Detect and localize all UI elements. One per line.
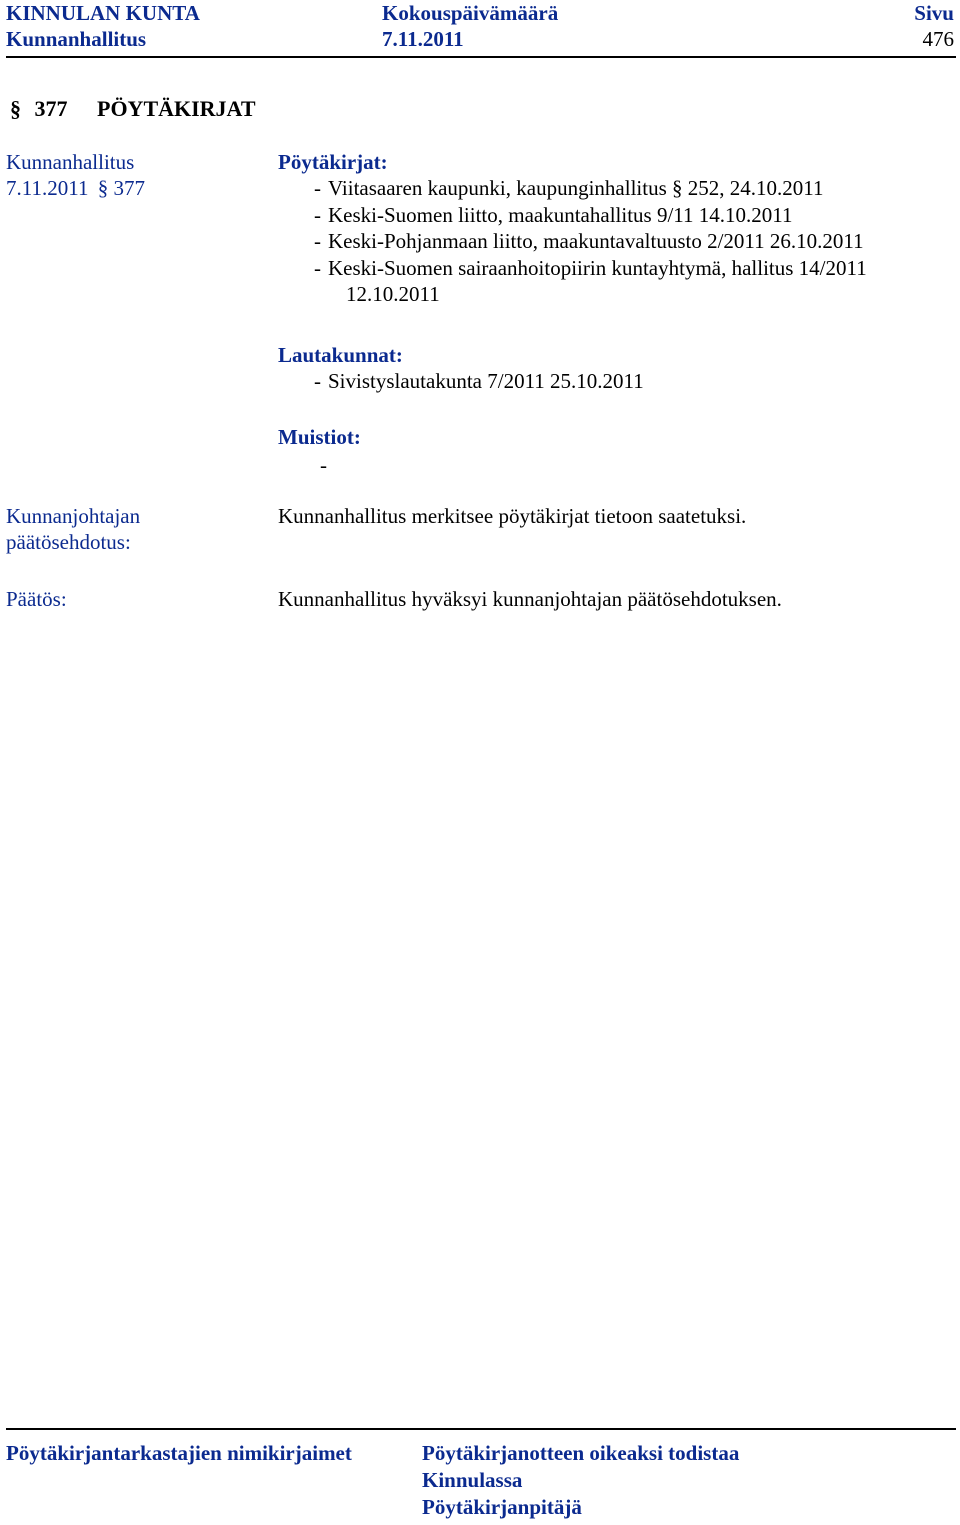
footer-place: Kinnulassa [422,1468,523,1492]
list-item: - Keski-Pohjanmaan liitto, maakuntavaltuusto 2/2011 26.10.2011 [314,229,864,253]
footer-rule [6,1428,956,1430]
page-label: Sivu [914,1,954,25]
page-number: 476 [922,27,954,51]
footer-certification-label: Pöytäkirjanotteen oikeaksi todistaa [422,1441,740,1465]
proposal-label-line2: päätösehdotus: [6,530,131,554]
meta-body: Kunnanhallitus [6,150,135,174]
lautakunnat-heading: Lautakunnat: [278,343,403,367]
header-body: Kunnanhallitus [6,27,147,51]
list-item-continuation: 12.10.2011 [346,282,440,306]
meta-date: 7.11.2011 [6,176,89,200]
muistiot-value: - [320,453,327,477]
org-name: KINNULAN KUNTA [6,1,200,25]
list-item: - Viitasaaren kaupunki, kaupunginhallitus § 252, 24.10.2011 [314,176,824,200]
section-title [10,96,256,122]
decision-label: Päätös: [6,587,67,611]
proposal-text: Kunnanhallitus merkitsee pöytäkirjat tietoon saatetuksi. [278,504,747,528]
decision-text: Kunnanhallitus hyväksyi kunnanjohtajan päätösehdotuksen. [278,587,782,611]
poytakirjat-list [278,175,867,308]
meta-number: 377 [113,176,145,200]
meta-reference [6,175,145,201]
meta-symbol: § [97,176,109,200]
poytakirjat-heading: Pöytäkirjat: [278,150,388,174]
list-item: - Sivistyslautakunta 7/2011 25.10.2011 [314,369,644,393]
section-number: 377 [34,96,68,121]
header-rule [6,56,956,58]
list-item: - Keski-Suomen sairaanhoitopiirin kuntayhtymä, hallitus 14/2011 [314,255,867,280]
footer-clerk-label: Pöytäkirjanpitäjä [422,1495,582,1519]
section-symbol: § [10,96,21,121]
meeting-date: 7.11.2011 [382,27,464,51]
proposal-label-line1: Kunnanjohtajan [6,504,141,528]
footer-initials-label: Pöytäkirjantarkastajien nimikirjaimet [6,1441,352,1465]
section-heading: PÖYTÄKIRJAT [97,96,256,121]
list-item: - Keski-Suomen liitto, maakuntahallitus 9/11 14.10.2011 [314,202,793,227]
lautakunnat-list [278,368,644,395]
meeting-date-label: Kokouspäivämäärä [382,1,559,25]
muistiot-heading: Muistiot: [278,425,361,449]
